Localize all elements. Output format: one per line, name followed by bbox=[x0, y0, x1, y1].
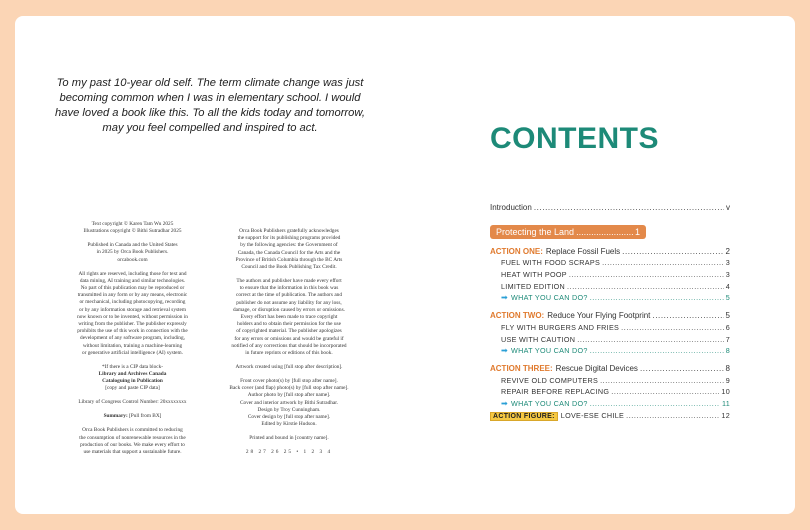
toc-action-one[interactable]: ACTION ONE: Replace Fossil Fuels ..... 2 bbox=[490, 244, 730, 256]
section-band-protecting-the-land[interactable]: Protecting the Land ..... 1 bbox=[490, 225, 646, 239]
toc-what-you-can-do[interactable]: ➡ WHAT YOU CAN DO? ..... 8 bbox=[490, 344, 730, 356]
publisher-block: Published in Canada and the United States in 2025 by Orca Book Publishers. orcabook.com bbox=[87, 242, 178, 263]
toc-what-you-can-do[interactable]: ➡ WHAT YOU CAN DO? ..... 5 bbox=[490, 291, 730, 303]
dedication: To my past 10-year old self. The term climate change was just becoming common when I was in elementary school. I would have loved a book like this. To all the kids today and tomorrow, may you feel compelled and inspired to act. bbox=[55, 77, 365, 134]
print-number-line: 28 27 26 25 • 1 2 3 4 bbox=[245, 449, 333, 456]
toc-action-three[interactable]: ACTION THREE: Rescue Digital Devices ..... 8 bbox=[490, 361, 730, 373]
toc-item[interactable]: FLY WITH BURGERS AND FRIES ..... 6 bbox=[490, 320, 730, 332]
toc-what-you-can-do[interactable]: ➡ WHAT YOU CAN DO? ..... 11 bbox=[490, 396, 730, 408]
toc-item[interactable]: LIMITED EDITION ..... 4 bbox=[490, 279, 730, 291]
arrow-right-icon: ➡ bbox=[501, 398, 509, 408]
contents-title: CONTENTS bbox=[490, 122, 659, 155]
toc-item[interactable]: REPAIR BEFORE REPLACING ..... 10 bbox=[490, 385, 730, 397]
rights-block: All rights are reserved, including those for text and data mining, AI training and similar technologies. No part of this publication may be reproduced or transmitted in any form or by any means, electronic or mechanical, including photocopying, recording or by any information storage and retrieval system now known or to be invented, without permission in writing from the publisher. The publisher expressly prohibits the use of this work in connection with the development of any software program, including, without limitation, training a machine-learning or generative artificial intelligence (AI) system. bbox=[77, 270, 188, 356]
toc-item[interactable]: FUEL WITH FOOD SCRAPS ..... 3 bbox=[490, 256, 730, 268]
toc-actions bbox=[490, 244, 730, 420]
toc-item[interactable]: HEAT WITH POOP ..... 3 bbox=[490, 267, 730, 279]
arrow-right-icon: ➡ bbox=[501, 293, 509, 303]
artwork-line: Artwork created using [full stop after description]. bbox=[235, 364, 343, 371]
disclaimer-block: The authors and publisher have made every effort to ensure that the information in this book was correct at the time of publication. The authors and publisher do not assume any liability for any loss, damage, or disruption caused by errors or omissions. Every effort has been made to trace copyright holders and to obtain their permission for the use of copyrighted material. The publisher apologizes for any errors or omissions and would be grateful if notified of any corrections that should be incorporated in future reprints or editions of this book. bbox=[231, 278, 347, 357]
cip-block: *If there is a CIP data block- Library and Archives Canada Cataloguing in Publication [copy and paste CIP data] bbox=[98, 363, 167, 392]
toc-intro bbox=[490, 200, 730, 212]
printed-line: Printed and bound in [country name]. bbox=[249, 435, 329, 442]
left-page bbox=[15, 16, 405, 514]
acknowledgement-block: Orca Book Publishers gratefully acknowledges the support for its publishing programs provided by the following agencies: the Government of Canada, the Canada Council for the Arts and the Province of British Columbia through the BC Arts Council and the Book Publishing Tax Credit. bbox=[235, 228, 343, 271]
toc-item[interactable]: USE WITH CAUTION ..... 7 bbox=[490, 332, 730, 344]
toc-row-introduction[interactable]: Introduction ..... v bbox=[490, 200, 730, 212]
toc-item[interactable]: REVIVE OLD COMPUTERS ..... 9 bbox=[490, 373, 730, 385]
arrow-right-icon: ➡ bbox=[501, 346, 509, 356]
toc-action-figure[interactable]: ACTION FIGURE: LOVE-ESE CHILE ..... 12 bbox=[490, 408, 730, 420]
action-figure-badge: ACTION FIGURE: bbox=[490, 412, 558, 421]
toc-action-two[interactable]: ACTION TWO: Reduce Your Flying Footprint ..... 5 bbox=[490, 308, 730, 320]
copyright-column bbox=[55, 221, 210, 463]
sustainability-block: Orca Book Publishers is committed to reducing the consumption of nonrenewable resources in the production of our books. We make every effort to use materials that support a sustainable future. bbox=[79, 427, 186, 456]
summary-line: Summary: [Pull from BX] bbox=[103, 413, 162, 420]
right-page bbox=[405, 16, 795, 514]
credits-block: Front cover photo(s) by [full stop after name]. Back cover (and flap) photo(s) by [full stop after name]. Author photo by [full stop after name]. Cover and interior artwork by Bithi Sutradhar. Design by Troy Cunningham. Cover design by [full stop after name]. Edited by Kirstie Hudson. bbox=[229, 378, 349, 428]
copyright-block: Text copyright © Karen Tam Wu 2025 Illustrations copyright © Bithi Sutradhar 2025 bbox=[83, 221, 182, 235]
acknowledgements-column bbox=[210, 228, 368, 463]
lccn-line: Library of Congress Control Number: 20xxxxxxxx bbox=[78, 399, 187, 406]
